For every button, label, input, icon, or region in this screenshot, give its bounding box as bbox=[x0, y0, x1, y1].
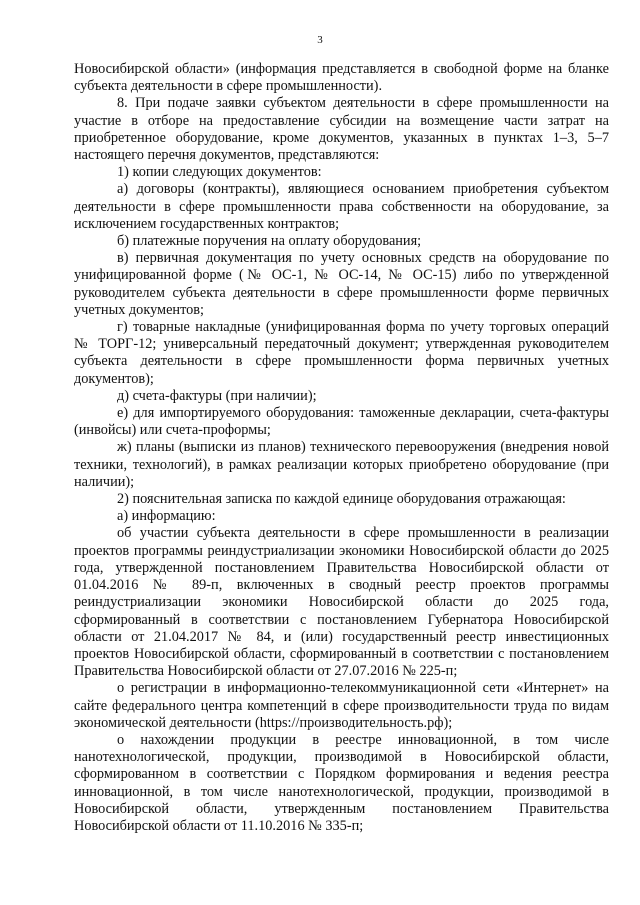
paragraph-registration: о регистрации в информационно-телекоммуникационной сети «Интернет» на сайте федерального центра компетенций в сфере производительности труда по видам экономической деятельности (https://производительность.рф); bbox=[74, 680, 609, 731]
document-body bbox=[74, 61, 609, 835]
paragraph-subitem-1g: г) товарные накладные (унифицированная форма по учету торговых операций № ТОРГ-12; универсальный передаточный документ; утвержденная руководителем субъекта деятельности в сфере промышленности форма первичных учетных документов); bbox=[74, 319, 609, 387]
paragraph-subitem-2a: а) информацию: bbox=[117, 508, 216, 525]
paragraph-subitem-1: 1) копии следующих документов: bbox=[117, 164, 322, 181]
paragraph-innovation-registry: о нахождении продукции в реестре инновационной, в том числе нанотехнологической, продукции, производимой в Новосибирской области, сформированном в соответствии с Порядком формирования и ведения реестра инновационной, в том числе нанотехнологической, продукции, производимой в Новосибирской области, утвержденным постановлением Правительства Новосибирской области от 11.10.2016 № 335-п; bbox=[74, 731, 609, 834]
paragraph-reindustrialization: об участии субъекта деятельности в сфере промышленности в реализации проектов программы реиндустриализации экономики Новосибирской области до 2025 года, утвержденной постановлением Правительства Новосибирской области от 01.04.2016 № 89-п, включенных в сводный реестр проектов программы реиндустриализации экономики Новосибирской области до 2025 года, сформированный в соответствии с постановлением Губернатора Новосибирской области от 21.04.2017 № 84, и (или) государственный реестр инвестиционных проектов Новосибирской области, сформированный в соответствии с постановлением Правительства Новосибирской области от 27.07.2016 № 225-п; bbox=[74, 525, 609, 680]
paragraph-subitem-2: 2) пояснительная записка по каждой единице оборудования отражающая: bbox=[117, 491, 566, 508]
paragraph-continuation: Новосибирской области» (информация представляется в свободной форме на бланке субъекта деятельности в сфере промышленности). bbox=[74, 61, 609, 95]
paragraph-subitem-1b: б) платежные поручения на оплату оборудования; bbox=[117, 233, 422, 250]
paragraph-subitem-1d: д) счета-фактуры (при наличии); bbox=[117, 387, 317, 404]
paragraph-subitem-1a: а) договоры (контракты), являющиеся основанием приобретения субъектом деятельности в сфере промышленности права собственности на оборудование, за исключением государственных контрактов; bbox=[74, 181, 609, 232]
paragraph-subitem-1e: е) для импортируемого оборудования: таможенные декларации, счета-фактуры (инвойсы) или счета-проформы; bbox=[74, 405, 609, 439]
page-number: 3 bbox=[317, 34, 323, 46]
paragraph-subitem-1zh: ж) планы (выписки из планов) технического перевооружения (внедрения новой техники, технологий), в рамках реализации которых приобретено оборудование (при наличии); bbox=[74, 439, 609, 490]
paragraph-subitem-1v: в) первичная документация по учету основных средств на оборудование по унифицированной форме (№ ОС-1, № ОС-14, № ОС-15) либо по утвержденной руководителем субъекта деятельности в сфере промышленности форме первичных учетных документов; bbox=[74, 250, 609, 318]
paragraph-item-8: 8. При подаче заявки субъектом деятельности в сфере промышленности на участие в отборе на предоставление субсидии на возмещение части затрат на приобретенное оборудование, кроме документов, указанных в пунктах 1–3, 5–7 настоящего перечня документов, представляются: bbox=[74, 95, 609, 164]
